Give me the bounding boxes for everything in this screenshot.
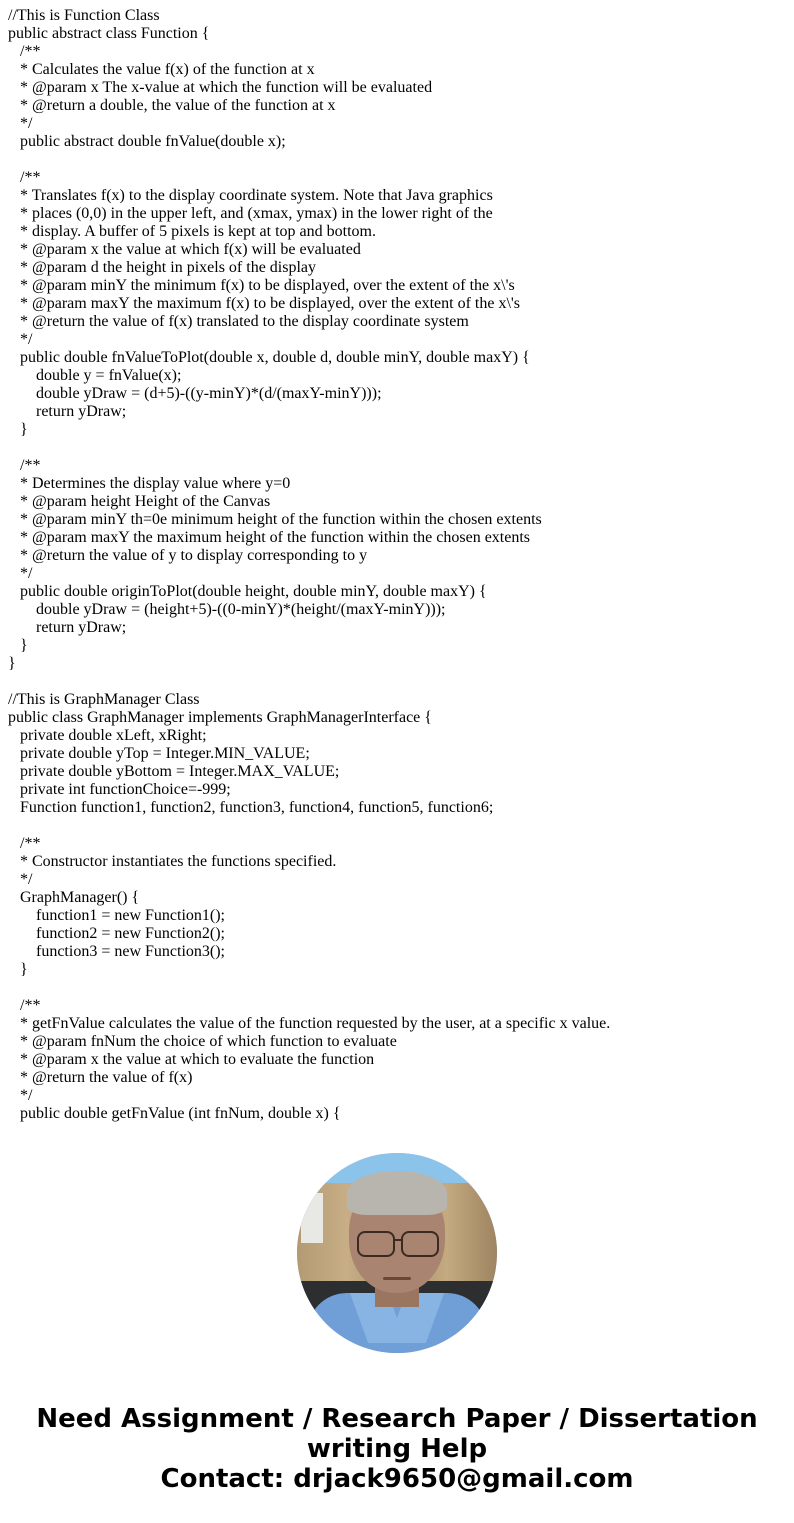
code-line: private int functionChoice=-999;	[20, 781, 231, 798]
code-line: /**	[20, 835, 41, 852]
avatar-glasses-left-lens	[357, 1231, 395, 1257]
code-line: /**	[20, 43, 41, 60]
code-line: * @param minY the minimum f(x) to be displayed, over the extent of the x\'s	[20, 277, 515, 294]
code-line: * @param maxY the maximum height of the function within the chosen extents	[20, 529, 531, 546]
code-line: Function function1, function2, function3, function4, function5, function6;	[20, 799, 494, 816]
code-line: }	[20, 637, 28, 654]
code-line: * Constructor instantiates the functions specified.	[20, 853, 337, 870]
code-line: //This is Function Class	[8, 7, 160, 24]
code-line: return yDraw;	[36, 619, 127, 636]
code-line: }	[20, 961, 28, 978]
code-line: * @param fnNum the choice of which function to evaluate	[20, 1033, 397, 1050]
code-line: * @return the value of f(x)	[20, 1069, 193, 1086]
avatar-mouth	[383, 1277, 411, 1280]
code-line: */	[20, 331, 33, 348]
code-line: /**	[20, 169, 41, 186]
code-line: * @param height Height of the Canvas	[20, 493, 271, 510]
code-line: private double yBottom = Integer.MAX_VALUE;	[20, 763, 340, 780]
code-line: */	[20, 871, 33, 888]
code-line: function3 = new Function3();	[36, 943, 225, 960]
code-line: * @return the value of f(x) translated to the display coordinate system	[20, 313, 469, 330]
code-line	[8, 673, 610, 691]
code-line: */	[20, 115, 33, 132]
code-line: function2 = new Function2();	[36, 925, 225, 942]
code-line: public abstract class Function {	[8, 25, 210, 42]
code-line: GraphManager() {	[20, 889, 140, 906]
code-line	[8, 439, 610, 457]
code-line: * @param x The x-value at which the function will be evaluated	[20, 79, 433, 96]
avatar-glasses-right-lens	[401, 1231, 439, 1257]
code-line: * @param maxY the maximum f(x) to be displayed, over the extent of the x\'s	[20, 295, 520, 312]
code-line: public double originToPlot(double height, double minY, double maxY) {	[20, 583, 487, 600]
avatar-background-switchboard	[301, 1193, 323, 1243]
code-line: }	[8, 655, 16, 672]
code-line: * Calculates the value f(x) of the function at x	[20, 61, 315, 78]
code-line: public abstract double fnValue(double x);	[20, 133, 286, 150]
promo-line-2: writing Help	[306, 1434, 488, 1464]
code-line: * Determines the display value where y=0	[20, 475, 291, 492]
avatar-hair	[347, 1171, 447, 1215]
promo-line-1: Need Assignment / Research Paper / Dissertation	[36, 1404, 758, 1434]
code-line	[8, 817, 610, 835]
code-line	[8, 979, 610, 997]
code-line: double y = fnValue(x);	[36, 367, 182, 384]
code-line	[8, 151, 610, 169]
code-line: return yDraw;	[36, 403, 127, 420]
code-line: public class GraphManager implements GraphManagerInterface {	[8, 709, 432, 726]
avatar-glasses-bridge	[393, 1239, 403, 1241]
code-line: //This is GraphManager Class	[8, 691, 200, 708]
promo-contact-line: Contact: drjack9650@gmail.com	[160, 1464, 634, 1494]
code-line: * @param x the value at which f(x) will be evaluated	[20, 241, 361, 258]
code-line: * getFnValue calculates the value of the function requested by the user, at a specific x value.	[20, 1015, 611, 1032]
code-line: */	[20, 1087, 33, 1104]
code-line: * Translates f(x) to the display coordinate system. Note that Java graphics	[20, 187, 493, 204]
code-line: * places (0,0) in the upper left, and (xmax, ymax) in the lower right of the	[20, 205, 493, 222]
code-line: /**	[20, 457, 41, 474]
promo-banner	[0, 1404, 794, 1494]
code-line: private double yTop = Integer.MIN_VALUE;	[20, 745, 310, 762]
code-line: public double getFnValue (int fnNum, double x) {	[20, 1105, 341, 1122]
code-document	[8, 7, 610, 1123]
code-line: private double xLeft, xRight;	[20, 727, 207, 744]
code-line: * @param x the value at which to evaluate the function	[20, 1051, 375, 1068]
code-line: function1 = new Function1();	[36, 907, 225, 924]
code-line: double yDraw = (height+5)-((0-minY)*(height/(maxY-minY)));	[36, 601, 446, 618]
code-line: public double fnValueToPlot(double x, double d, double minY, double maxY) {	[20, 349, 530, 366]
code-line: * @return a double, the value of the function at x	[20, 97, 336, 114]
code-line: * @param minY th=0e minimum height of the function within the chosen extents	[20, 511, 542, 528]
author-avatar	[297, 1153, 497, 1353]
code-line: double yDraw = (d+5)-((y-minY)*(d/(maxY-minY)));	[36, 385, 382, 402]
code-line: */	[20, 565, 33, 582]
code-line: * @param d the height in pixels of the display	[20, 259, 317, 276]
code-line: * display. A buffer of 5 pixels is kept at top and bottom.	[20, 223, 376, 240]
code-line: /**	[20, 997, 41, 1014]
code-line: }	[20, 421, 28, 438]
code-line: * @return the value of y to display corresponding to y	[20, 547, 368, 564]
